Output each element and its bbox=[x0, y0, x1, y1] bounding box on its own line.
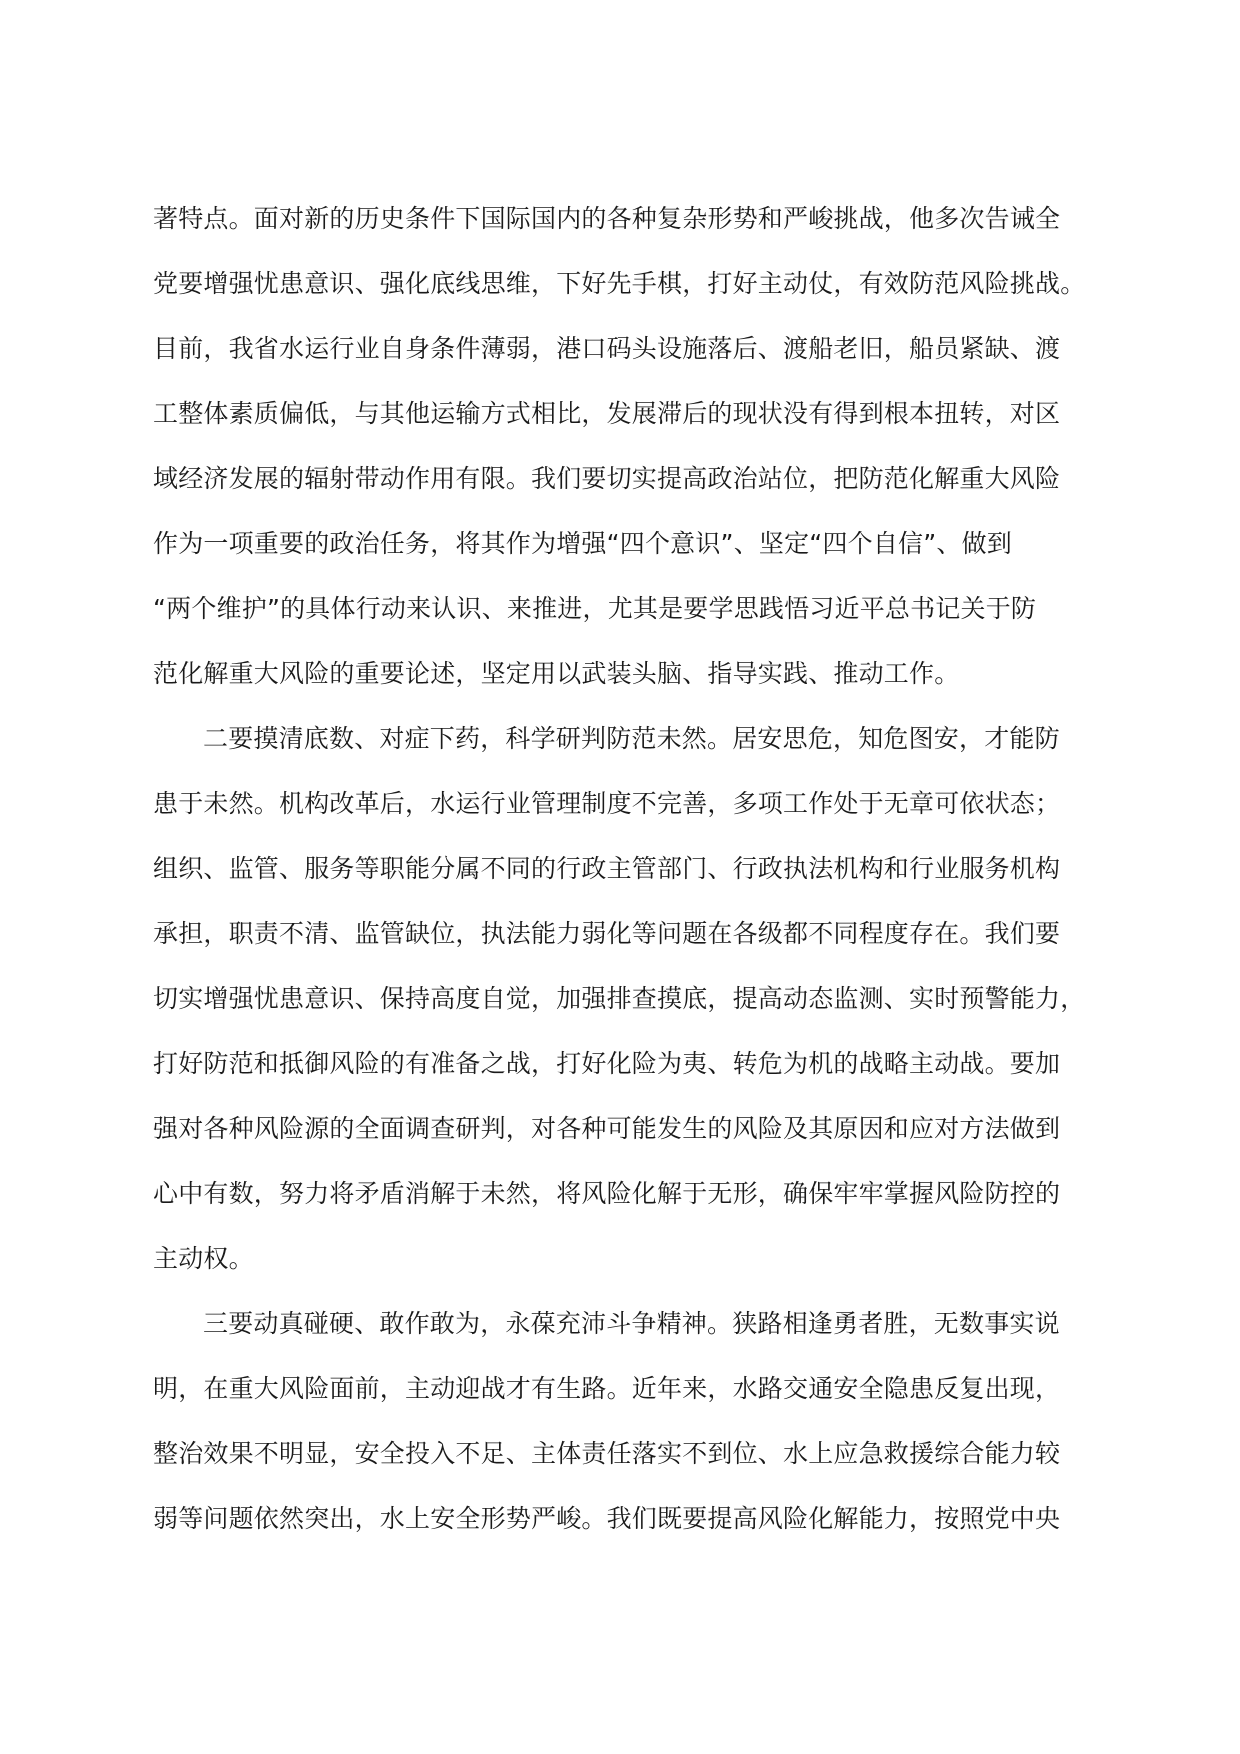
text-line: 作为一项重要的政治任务，将其作为增强“四个意识”、坚定“四个自信”、做到 bbox=[153, 529, 1013, 558]
text-line: 明，在重大风险面前，主动迎战才有生路。近年来，水路交通安全隐患反复出现， bbox=[153, 1374, 1061, 1403]
text-line: 打好防范和抵御风险的有准备之战，打好化险为夷、转危为机的战略主动战。要加 bbox=[153, 1049, 1061, 1078]
text-line: 整治效果不明显，安全投入不足、主体责任落实不到位、水上应急救援综合能力较 bbox=[153, 1439, 1061, 1468]
text-line: 二要摸清底数、对症下药，科学研判防范未然。居安思危，知危图安，才能防 bbox=[203, 724, 1060, 753]
text-line: “两个维护”的具体行动来认识、来推进，尤其是要学思践悟习近平总书记关于防 bbox=[153, 594, 1037, 623]
text-line: 承担，职责不清、监管缺位，执法能力弱化等问题在各级都不同程度存在。我们要 bbox=[153, 919, 1061, 948]
text-line: 强对各种风险源的全面调查研判，对各种可能发生的风险及其原因和应对方法做到 bbox=[153, 1114, 1061, 1143]
paragraph-1 bbox=[153, 186, 1093, 706]
text-line: 工整体素质偏低，与其他运输方式相比，发展滞后的现状没有得到根本扭转，对区 bbox=[153, 399, 1061, 428]
text-line: 著特点。面对新的历史条件下国际国内的各种复杂形势和严峻挑战，他多次告诫全 bbox=[153, 204, 1061, 233]
text-line: 主动权。 bbox=[153, 1244, 254, 1273]
text-line: 范化解重大风险的重要论述，坚定用以武装头脑、指导实践、推动工作。 bbox=[153, 659, 960, 688]
text-line: 目前，我省水运行业自身条件薄弱，港口码头设施落后、渡船老旧，船员紧缺、渡 bbox=[153, 334, 1061, 363]
text-line: 组织、监管、服务等职能分属不同的行政主管部门、行政执法机构和行业服务机构 bbox=[153, 854, 1061, 883]
document-body bbox=[153, 186, 1093, 1551]
text-line: 三要动真碰硬、敢作敢为，永葆充沛斗争精神。狭路相逢勇者胜，无数事实说 bbox=[203, 1309, 1060, 1338]
text-line: 党要增强忧患意识、强化底线思维，下好先手棋，打好主动仗，有效防范风险挑战。 bbox=[153, 269, 1086, 298]
paragraph-3 bbox=[153, 1291, 1093, 1551]
text-line: 域经济发展的辐射带动作用有限。我们要切实提高政治站位，把防范化解重大风险 bbox=[153, 464, 1061, 493]
text-line: 切实增强忧患意识、保持高度自觉，加强排查摸底，提高动态监测、实时预警能力， bbox=[153, 984, 1086, 1013]
text-line: 心中有数，努力将矛盾消解于未然，将风险化解于无形，确保牢牢掌握风险防控的 bbox=[153, 1179, 1061, 1208]
text-line: 弱等问题依然突出，水上安全形势严峻。我们既要提高风险化解能力，按照党中央 bbox=[153, 1504, 1061, 1533]
paragraph-2 bbox=[153, 706, 1093, 1291]
text-line: 患于未然。机构改革后，水运行业管理制度不完善，多项工作处于无章可依状态； bbox=[153, 789, 1061, 818]
